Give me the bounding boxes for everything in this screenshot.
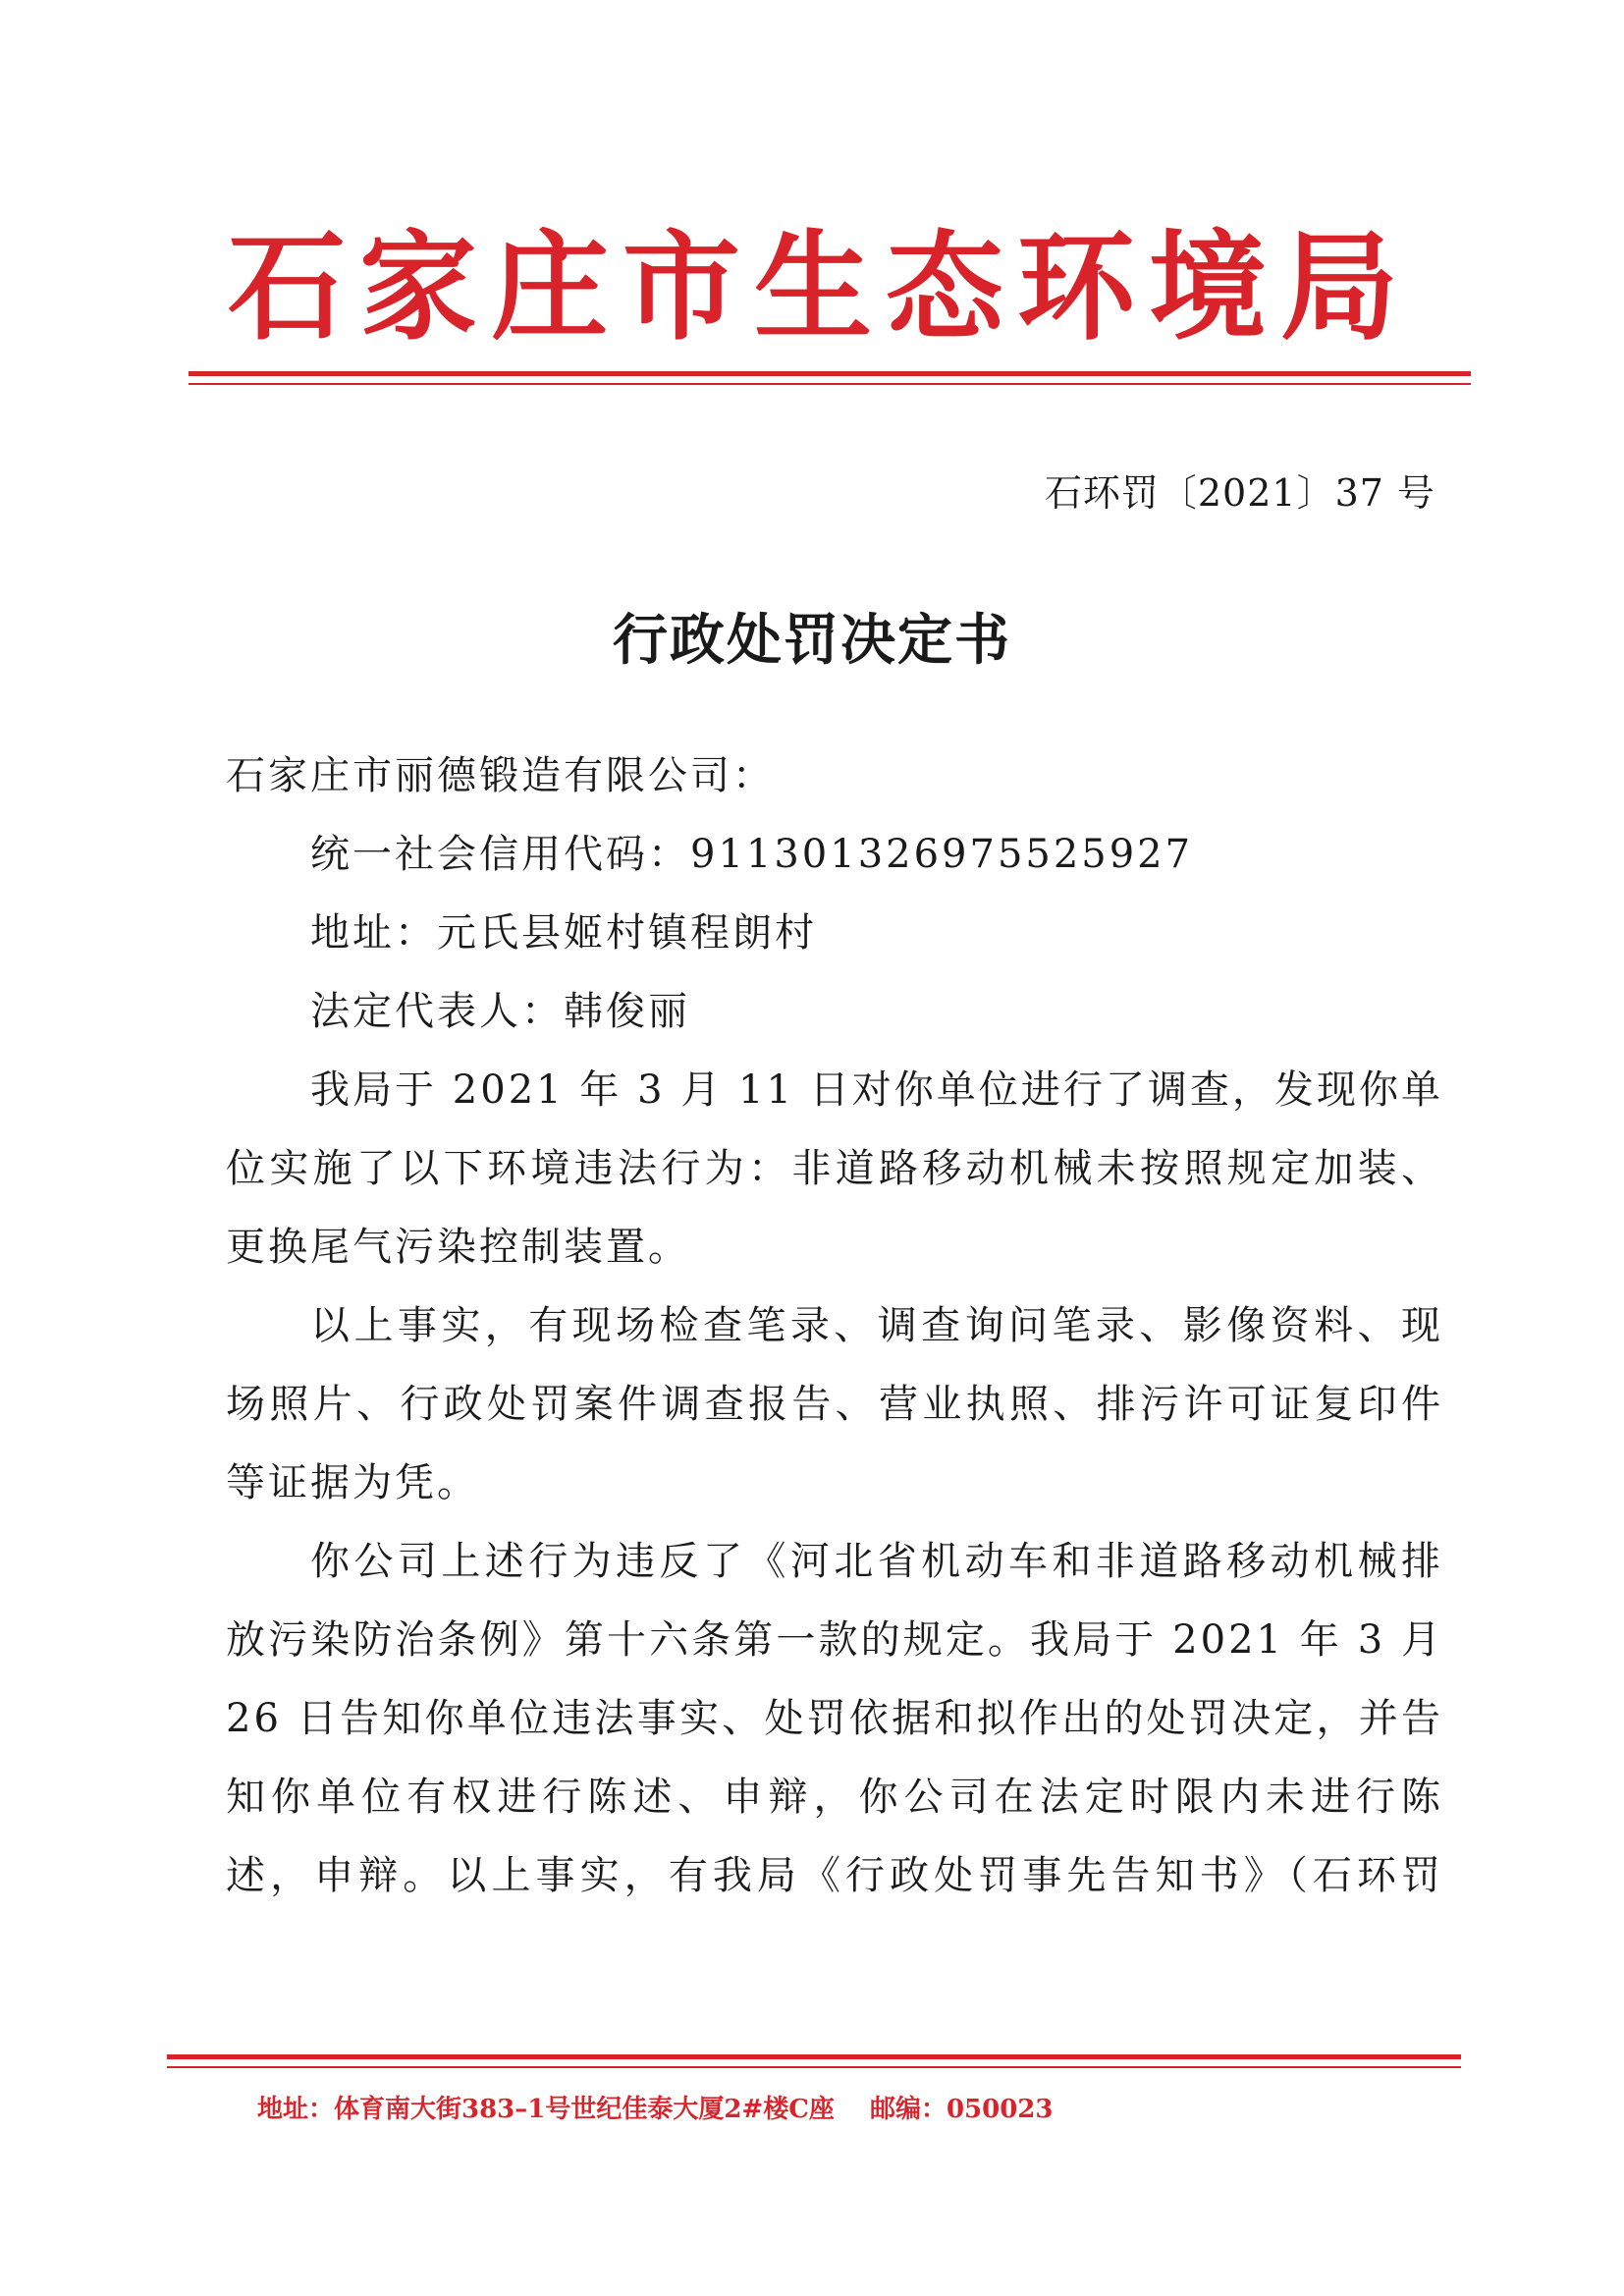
footer — [257, 2090, 1053, 2129]
letterhead-rule-thin — [189, 383, 1471, 385]
paragraph-investigation: 我局于 2021 年 3 月 11 日对你单位进行了调查，发现你单位实施了以下环境违法行为：非道路移动机械未按照规定加装、更换尾气污染控制装置。 — [226, 1067, 1443, 1270]
footer-postcode: 邮编：050023 — [869, 2095, 1054, 2124]
footer-address: 地址：体育南大街383–1号世纪佳泰大厦2#楼C座 — [257, 2095, 835, 2124]
credit-code-line: 统一社会信用代码：911301326975525927 — [310, 832, 1194, 877]
paragraph-violation: 你公司上述行为违反了《河北省机动车和非道路移动机械排放污染防治条例》第十六条第一款的规定。我局于 2021 年 3 月 26 日告知你单位违法事实、处罚依据和拟作出的处罚决定，并告知你单位有权进行陈述、申辩，你公司在法定时限内未进行陈述，申辩。以上事实，有我局《行政处罚事先告知书》（石环罚 — [226, 1539, 1443, 1898]
paragraph-evidence: 以上事实，有现场检查笔录、调查询问笔录、影像资料、现场照片、行政处罚案件调查报告、营业执照、排污许可证复印件等证据为凭。 — [226, 1303, 1443, 1505]
letterhead-organization: 石家庄市生态环境局 — [228, 218, 1412, 356]
letterhead-rule-thick — [189, 371, 1471, 376]
document-number: 石环罚〔2021〕37 号 — [1044, 471, 1435, 515]
footer-rule-thin — [167, 2066, 1461, 2068]
document-body — [226, 737, 1443, 1915]
document-title: 行政处罚决定书 — [613, 608, 1011, 673]
footer-rule-thick — [167, 2054, 1461, 2059]
address-line: 地址：元氏县姬村镇程朗村 — [310, 910, 817, 956]
addressee: 石家庄市丽德锻造有限公司： — [226, 753, 775, 798]
legal-representative-line: 法定代表人：韩俊丽 — [310, 989, 690, 1034]
